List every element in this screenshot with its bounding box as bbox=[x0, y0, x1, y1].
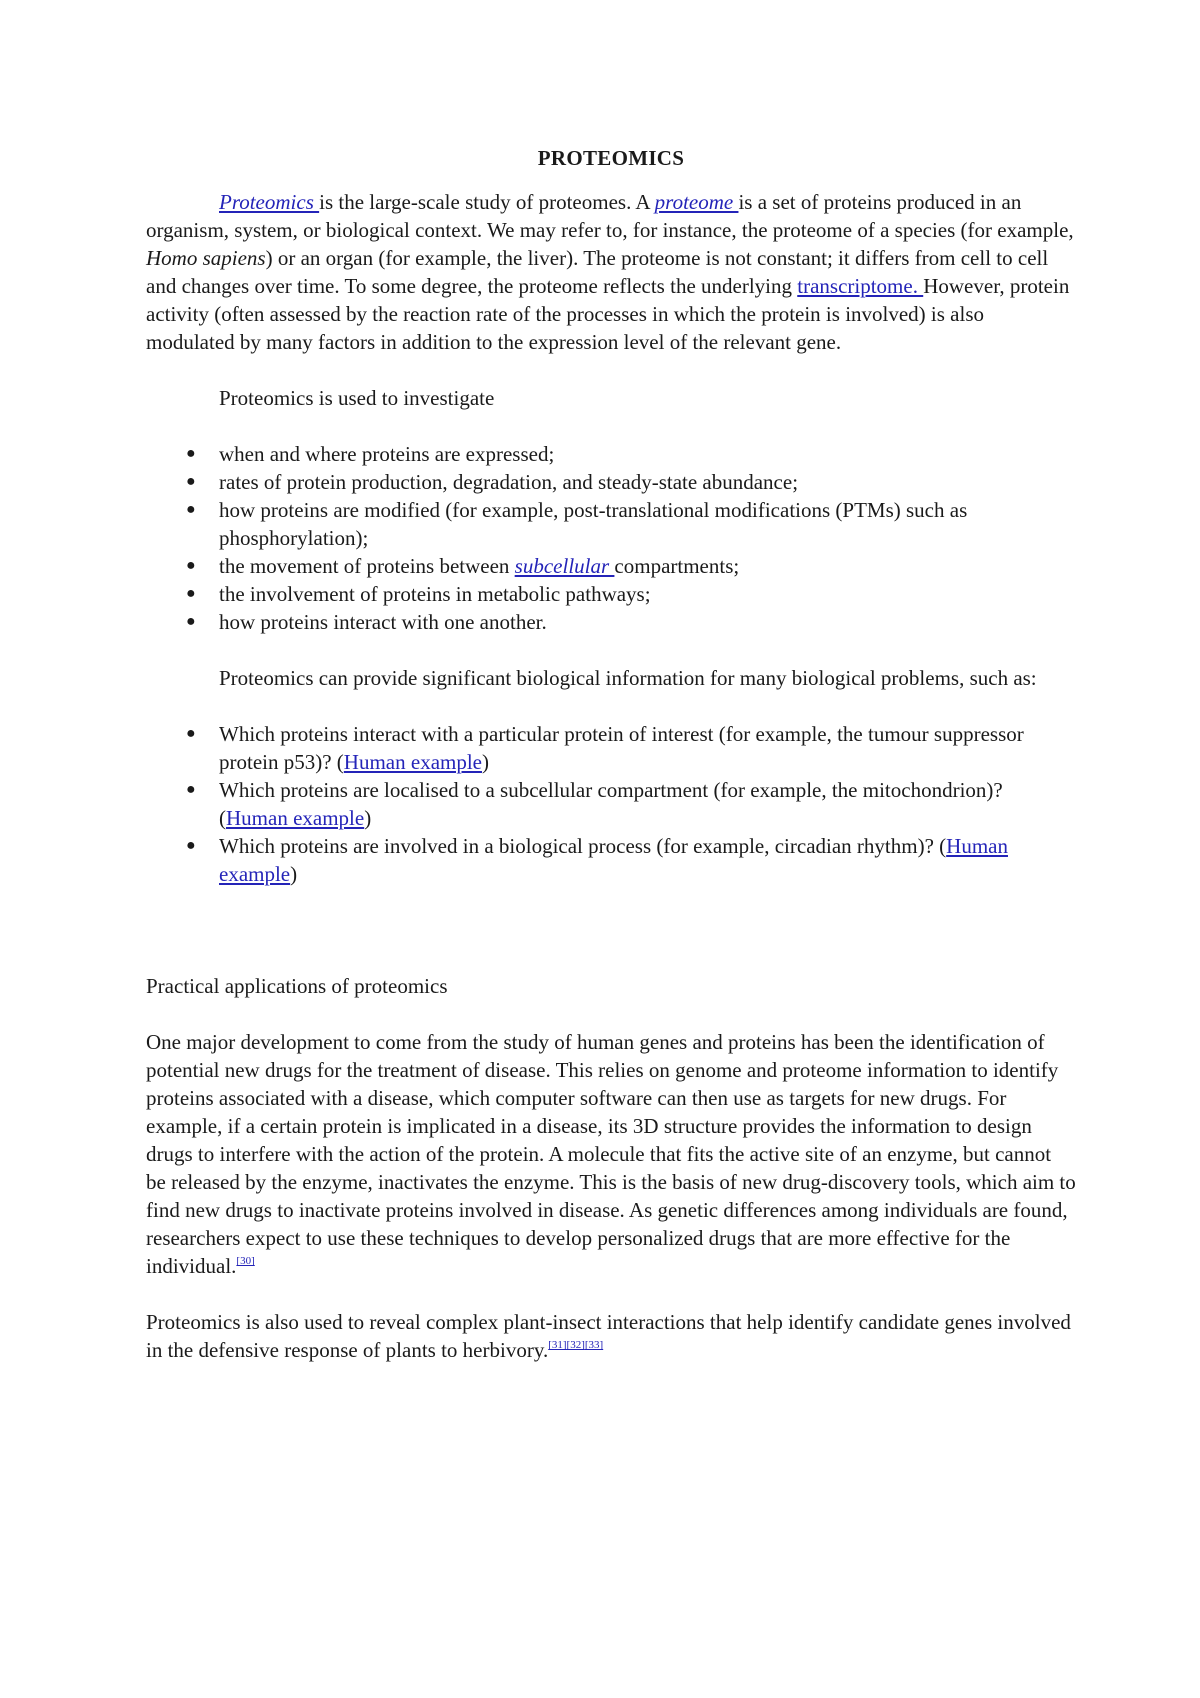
species-italic: Homo sapiens bbox=[146, 246, 266, 270]
intro-paragraph bbox=[146, 188, 1076, 356]
page-title: PROTEOMICS bbox=[537, 146, 685, 170]
link-human-example[interactable]: Human example bbox=[343, 750, 482, 774]
bullet-icon: ● bbox=[186, 473, 196, 490]
list-item: ● the involvement of proteins in metabolic pathways; bbox=[186, 582, 651, 606]
list-item: ● Which proteins interact with a particular protein of interest (for example, the tumour suppressor protein p53)? (Human example) bbox=[186, 722, 1024, 774]
bullet-icon: ● bbox=[186, 557, 196, 574]
applications-paragraph-1: One major development to come from the study of human genes and proteins has been the identification of potential new drugs for the treatment of disease. This relies on genome and proteome information to identify proteins associated with a disease, which computer software can then use as targets for new drugs. For example, if a certain protein is implicated in a disease, its 3D structure provides the information to design drugs to interfere with the action of the protein. A molecule that fits the active site of an enzyme, but cannot be released by the enzyme, inactivates the enzyme. This is the basis of new drug-discovery tools, which aim to find new drugs to inactivate proteins involved in disease. As genetic differences among individuals are found, researchers expect to use these techniques to develop personalized drugs that are more effective for the individual.[30] bbox=[146, 1030, 1076, 1278]
bullet-icon: ● bbox=[186, 725, 196, 742]
citation bbox=[548, 1339, 603, 1351]
link-transcriptome[interactable]: transcriptome. bbox=[797, 274, 924, 298]
bullet-icon: ● bbox=[186, 613, 196, 630]
applications-paragraph-2: Proteomics is also used to reveal complex plant-insect interactions that help identify candidate genes involved in the defensive response of plants to herbivory.[31][32][33] bbox=[146, 1310, 1071, 1362]
investigate-list bbox=[146, 440, 1076, 636]
bullet-icon: ● bbox=[186, 501, 196, 518]
bullet-icon: ● bbox=[186, 837, 196, 854]
list-item: ● how proteins interact with one another. bbox=[186, 610, 547, 634]
link-subcellular[interactable]: subcellular bbox=[514, 554, 615, 578]
link-proteome[interactable]: proteome bbox=[654, 190, 739, 214]
citation-link-30[interactable]: [30] bbox=[236, 1255, 255, 1267]
link-human-example[interactable]: Human example bbox=[219, 834, 1008, 886]
intro-text-4: However, protein activity (often assessed by the reaction rate of the processes in which the protein is involved) is also modulated by many factors in addition to the expression level of the relevant gene. bbox=[146, 274, 1070, 354]
link-human-example[interactable]: Human example bbox=[226, 806, 365, 830]
list-item: ● Which proteins are localised to a subcellular compartment (for example, the mitochondrion)? (Human example) bbox=[186, 778, 1003, 830]
bullet-icon: ● bbox=[186, 445, 196, 462]
citation-link-32[interactable]: [32] bbox=[566, 1339, 585, 1351]
link-proteomics[interactable]: Proteomics bbox=[219, 190, 320, 214]
list-item: ● the movement of proteins between subcellular compartments; bbox=[186, 554, 740, 578]
list-item: ● when and where proteins are expressed; bbox=[186, 442, 555, 466]
bullet-icon: ● bbox=[186, 781, 196, 798]
list-item: ● rates of protein production, degradation, and steady-state abundance; bbox=[186, 470, 799, 494]
document-page bbox=[146, 144, 1076, 1364]
intro-text-2: is a set of proteins produced in an organism, system, or biological context. We may refer to, for instance, the proteome of a species (for example, bbox=[146, 190, 1074, 242]
intro-text-3: ) or an organ (for example, the liver). The proteome is not constant; it differs from cell to cell and changes over time. To some degree, the proteome reflects the underlying bbox=[146, 246, 1049, 298]
citation-link-31[interactable]: [31] bbox=[548, 1339, 567, 1351]
problems-lead: Proteomics can provide significant biological information for many biological problems, such as: bbox=[219, 666, 1037, 690]
list-item: ● how proteins are modified (for example, post-translational modifications (PTMs) such as phosphorylation); bbox=[186, 498, 968, 550]
intro-text-1: is the large-scale study of proteomes. A bbox=[319, 190, 655, 214]
list-item: ● Which proteins are involved in a biological process (for example, circadian rhythm)? (Human example) bbox=[186, 834, 1008, 886]
investigate-lead: Proteomics is used to investigate bbox=[219, 386, 495, 410]
applications-heading: Practical applications of proteomics bbox=[146, 974, 448, 998]
citation bbox=[236, 1255, 254, 1267]
citation-link-33[interactable]: [33] bbox=[584, 1339, 604, 1351]
bullet-icon: ● bbox=[186, 585, 196, 602]
problems-list bbox=[146, 720, 1076, 888]
